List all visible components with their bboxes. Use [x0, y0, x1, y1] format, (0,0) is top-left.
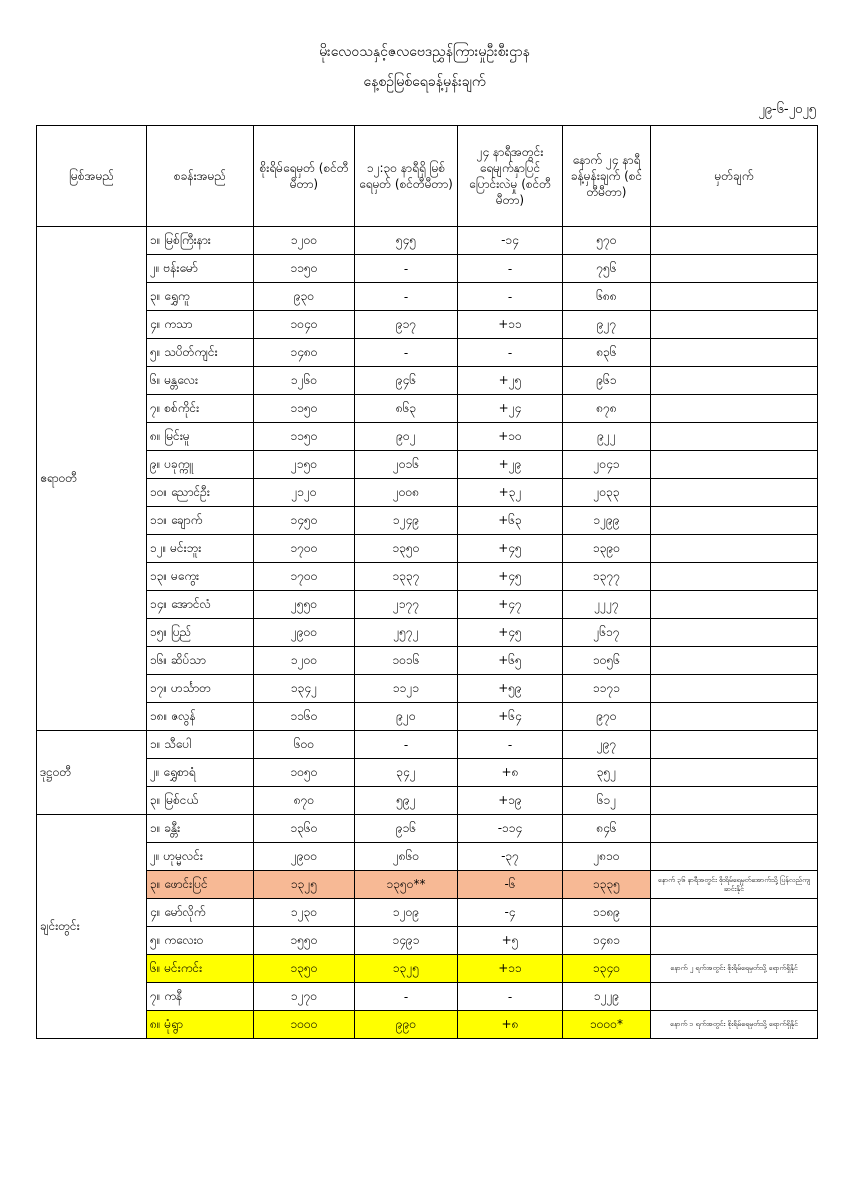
current-level-cell: ၂၁၇၇: [355, 591, 458, 619]
table-row: [37, 311, 818, 339]
current-level-cell: ၅၄၅: [355, 227, 458, 255]
danger-level-cell: ၁၂၆၀: [254, 367, 355, 395]
station-name: ၁။ သီပေါ: [147, 731, 254, 759]
current-level-cell: ၉၄၆: [355, 367, 458, 395]
station-name: ၁။ ခန္တီး: [147, 815, 254, 843]
station-name: ၁၇။ ဟင်္သာတ: [147, 675, 254, 703]
station-name: ၁၈။ ဇလွန်: [147, 703, 254, 731]
remark-cell: [651, 451, 818, 479]
remark-cell: [651, 731, 818, 759]
station-name: ၅။ ကလေးဝ: [147, 927, 254, 955]
forecast-cell: ၂၀၄၁: [563, 451, 651, 479]
station-name: ၂။ ဗန်းမော်: [147, 255, 254, 283]
danger-level-cell: ၁၃၄၂: [254, 675, 355, 703]
remark-cell: [651, 255, 818, 283]
danger-level-cell: ၁၁၅၀: [254, 255, 355, 283]
current-level-cell: ၂၈၆၀: [355, 843, 458, 871]
remark-cell: [651, 479, 818, 507]
current-level-cell: -: [355, 731, 458, 759]
danger-level-cell: ၂၉၀၀: [254, 843, 355, 871]
table-row: [37, 675, 818, 703]
table-row: [37, 479, 818, 507]
current-level-cell: ၁၁၂၁: [355, 675, 458, 703]
danger-level-cell: ၁၃၆၀: [254, 815, 355, 843]
table-row: [37, 899, 818, 927]
remark-cell: [651, 311, 818, 339]
change-24h-cell: +၈: [458, 1011, 563, 1039]
change-24h-cell: +၈: [458, 759, 563, 787]
remark-cell: [651, 591, 818, 619]
current-level-cell: ၉၉၀: [355, 1011, 458, 1039]
station-name: ၅။ သပိတ်ကျင်း: [147, 339, 254, 367]
station-name: ၃။ ဖောင်းပြင်: [147, 871, 254, 899]
remark-cell: [651, 395, 818, 423]
table-row: [37, 871, 818, 899]
station-name: ၂။ ဟုမ္မလင်း: [147, 843, 254, 871]
current-level-cell: ၅၉၂: [355, 787, 458, 815]
table-row: [37, 647, 818, 675]
danger-level-cell: ၁၀၀၀: [254, 1011, 355, 1039]
forecast-cell: ၈၄၆: [563, 815, 651, 843]
river-name: ဧရာဝတီ: [37, 227, 147, 731]
change-24h-cell: -၄: [458, 899, 563, 927]
forecast-cell: ၅၇၀: [563, 227, 651, 255]
change-24h-cell: +၅၉: [458, 675, 563, 703]
forecast-cell: ၆၈၈: [563, 283, 651, 311]
forecast-cell: ၉၇၀: [563, 703, 651, 731]
forecast-cell: ၉၂၂: [563, 423, 651, 451]
station-name: ၈။ မုံရွာ: [147, 1011, 254, 1039]
change-24h-cell: -၁၁၄: [458, 815, 563, 843]
station-name: ၃။ ရွှေကူ: [147, 283, 254, 311]
document-subtitle: နေ့စဉ်မြစ်ရေခန့်မှန်းချက်: [363, 74, 486, 90]
table-row: [37, 731, 818, 759]
table-row: [37, 759, 818, 787]
change-24h-cell: +၂၉: [458, 451, 563, 479]
remark-cell: [651, 899, 818, 927]
table-row: [37, 395, 818, 423]
change-24h-cell: +၂၄: [458, 395, 563, 423]
header-forecast-24h: နောက် ၂၄ နာရီ ခန့်မှန်းချက် (စင်တီမီတာ): [563, 126, 651, 227]
change-24h-cell: -: [458, 983, 563, 1011]
remark-cell: နောက် ၁ ရက်အတွင်း စိုးရိမ်ရေမှတ်သို့ ရောက်ရှိနိုင်: [651, 1011, 818, 1039]
remark-cell: [651, 843, 818, 871]
danger-level-cell: ၁၁၅၀: [254, 423, 355, 451]
table-header-row: [37, 126, 818, 227]
station-name: ၄။ ကသာ: [147, 311, 254, 339]
change-24h-cell: +၄၅: [458, 619, 563, 647]
current-level-cell: ၁၂၀၉: [355, 899, 458, 927]
forecast-cell: ၁၃၃၅: [563, 871, 651, 899]
table-row: [37, 591, 818, 619]
forecast-cell: ၁၃၉၀: [563, 535, 651, 563]
change-24h-cell: -: [458, 731, 563, 759]
forecast-cell: ၁၀၅၆: [563, 647, 651, 675]
header-remarks: မှတ်ချက်: [651, 126, 818, 227]
forecast-cell: ၇၅၆: [563, 255, 651, 283]
danger-level-cell: ၂၁၂၀: [254, 479, 355, 507]
change-24h-cell: +၆၅: [458, 647, 563, 675]
remark-cell: [651, 675, 818, 703]
river-name: ချင်းတွင်း: [37, 815, 147, 1039]
danger-level-cell: ၁၅၅၀: [254, 927, 355, 955]
change-24h-cell: +၆၃: [458, 507, 563, 535]
header-change-24h: ၂၄ နာရီအတွင်း ရေမျက်နှာပြင် ပြောင်းလဲမှု (စင်တီမီတာ): [458, 126, 563, 227]
change-24h-cell: -: [458, 339, 563, 367]
current-level-cell: -: [355, 283, 458, 311]
forecast-cell: ၂၂၂၇: [563, 591, 651, 619]
station-name: ၁။ မြစ်ကြီးနား: [147, 227, 254, 255]
remark-cell: [651, 703, 818, 731]
danger-level-cell: ၈၇၀: [254, 787, 355, 815]
station-name: ၇။ စစ်ကိုင်း: [147, 395, 254, 423]
forecast-cell: ၁၂၉၉: [563, 507, 651, 535]
station-name: ၃။ မြစ်ငယ်: [147, 787, 254, 815]
forecast-cell: ၈၇၈: [563, 395, 651, 423]
forecast-cell: ၁၃၇၇: [563, 563, 651, 591]
table-row: [37, 255, 818, 283]
remark-cell: [651, 535, 818, 563]
table-row: [37, 983, 818, 1011]
forecast-cell: ၈၃၆: [563, 339, 651, 367]
remark-cell: [651, 647, 818, 675]
forecast-cell: ၆၁၂: [563, 787, 651, 815]
station-name: ၁၃။ မကွေး: [147, 563, 254, 591]
current-level-cell: ၂၀၀၈: [355, 479, 458, 507]
header-river: မြစ်အမည်: [37, 126, 147, 227]
table-row: [37, 619, 818, 647]
forecast-cell: ၂၆၁၇: [563, 619, 651, 647]
remark-cell: နောက် ၃၆ နာရီအတွင်း စိုးရိမ်ရေမှတ်အောက်သို့ ပြန်လည်ကျဆင်းနိုင်: [651, 871, 818, 899]
remark-cell: [651, 283, 818, 311]
danger-level-cell: ၆၀၀: [254, 731, 355, 759]
station-name: ၉။ ပခုက္ကူ: [147, 451, 254, 479]
remark-cell: [651, 227, 818, 255]
header-station: စခန်းအမည်: [147, 126, 254, 227]
change-24h-cell: +၁၁: [458, 311, 563, 339]
current-level-cell: ၉၁၆: [355, 815, 458, 843]
station-name: ၁၁။ ချောက်: [147, 507, 254, 535]
danger-level-cell: ၁၄၈၀: [254, 339, 355, 367]
table-row: [37, 843, 818, 871]
danger-level-cell: ၂၁၅၀: [254, 451, 355, 479]
forecast-cell: ၂၈၁၀: [563, 843, 651, 871]
table-row: [37, 563, 818, 591]
remark-cell: [651, 815, 818, 843]
current-level-cell: ၈၆၃: [355, 395, 458, 423]
station-name: ၁၀။ ညောင်ဦး: [147, 479, 254, 507]
current-level-cell: -: [355, 983, 458, 1011]
change-24h-cell: -၆: [458, 871, 563, 899]
change-24h-cell: -၁၄: [458, 227, 563, 255]
danger-level-cell: ၁၂၀၀: [254, 647, 355, 675]
change-24h-cell: +၁၉: [458, 787, 563, 815]
station-name: ၁၆။ ဆိပ်သာ: [147, 647, 254, 675]
forecast-cell: ၁၀၀၀*: [563, 1011, 651, 1039]
danger-level-cell: ၁၂၃၀: [254, 899, 355, 927]
table-row: [37, 703, 818, 731]
remark-cell: [651, 787, 818, 815]
station-name: ၁၄။ အောင်လံ: [147, 591, 254, 619]
forecast-cell: ၁၁၇၁: [563, 675, 651, 703]
table-row: [37, 227, 818, 255]
header-danger-level: စိုးရိမ်ရေမှတ် (စင်တီမီတာ): [254, 126, 355, 227]
danger-level-cell: ၁၁၆၀: [254, 703, 355, 731]
table-row: [37, 1011, 818, 1039]
danger-level-cell: ၁၄၅၀: [254, 507, 355, 535]
remark-cell: [651, 983, 818, 1011]
table-row: [37, 927, 818, 955]
change-24h-cell: -: [458, 283, 563, 311]
remark-cell: နောက် ၂ ရက်အတွင်း စိုးရိမ်ရေမှတ်သို့ ရောက်ရှိနိုင်: [651, 955, 818, 983]
station-name: ၄။ မော်လိုက်: [147, 899, 254, 927]
forecast-cell: ၃၅၂: [563, 759, 651, 787]
danger-level-cell: ၁၃၂၅: [254, 871, 355, 899]
station-name: ၁၂။ မင်းဘူး: [147, 535, 254, 563]
current-level-cell: ၁၀၁၆: [355, 647, 458, 675]
remark-cell: [651, 759, 818, 787]
station-name: ၈။ မြင်းမူ: [147, 423, 254, 451]
forecast-cell: ၉၆၁: [563, 367, 651, 395]
table-row: [37, 283, 818, 311]
table-row: [37, 507, 818, 535]
danger-level-cell: ၁၇၀၀: [254, 535, 355, 563]
danger-level-cell: ၁၁၅၀: [254, 395, 355, 423]
forecast-cell: ၁၂၂၉: [563, 983, 651, 1011]
current-level-cell: ၁၂၄၉: [355, 507, 458, 535]
river-forecast-table: [36, 125, 818, 1039]
forecast-cell: ၁၃၄၀: [563, 955, 651, 983]
current-level-cell: ၁၄၉၁: [355, 927, 458, 955]
change-24h-cell: +၄၅: [458, 563, 563, 591]
danger-level-cell: ၁၃၅၀: [254, 955, 355, 983]
change-24h-cell: +၄၅: [458, 535, 563, 563]
current-level-cell: ၂၀၁၆: [355, 451, 458, 479]
remark-cell: [651, 563, 818, 591]
table-row: [37, 955, 818, 983]
forecast-cell: ၁၄၈၁: [563, 927, 651, 955]
current-level-cell: ၁၃၂၅: [355, 955, 458, 983]
station-name: ၇။ ကနီ: [147, 983, 254, 1011]
current-level-cell: -: [355, 255, 458, 283]
table-row: [37, 535, 818, 563]
header-current-level: ၁၂:၃၀ နာရီရှိ မြစ်ရေမှတ် (စင်တီမီတာ): [355, 126, 458, 227]
current-level-cell: ၉၁၇: [355, 311, 458, 339]
remark-cell: [651, 927, 818, 955]
table-row: [37, 787, 818, 815]
forecast-cell: ၉၂၇: [563, 311, 651, 339]
current-level-cell: ၁၃၅၀: [355, 535, 458, 563]
station-name: ၂။ ရွှေစာရံ: [147, 759, 254, 787]
change-24h-cell: +၁၁: [458, 955, 563, 983]
danger-level-cell: ၁၂၇၀: [254, 983, 355, 1011]
danger-level-cell: ၉၃၀: [254, 283, 355, 311]
change-24h-cell: +၆၄: [458, 703, 563, 731]
change-24h-cell: +၁၀: [458, 423, 563, 451]
danger-level-cell: ၁၇၀၀: [254, 563, 355, 591]
remark-cell: [651, 423, 818, 451]
station-name: ၆။ မန္တလေး: [147, 367, 254, 395]
forecast-cell: ၂၀၃၃: [563, 479, 651, 507]
current-level-cell: ၁၃၅၀**: [355, 871, 458, 899]
remark-cell: [651, 367, 818, 395]
change-24h-cell: +၂၅: [458, 367, 563, 395]
danger-level-cell: ၁၀၄၀: [254, 311, 355, 339]
forecast-cell: ၂၉၇: [563, 731, 651, 759]
danger-level-cell: ၂၅၅၀: [254, 591, 355, 619]
remark-cell: [651, 619, 818, 647]
forecast-cell: ၁၁၈၉: [563, 899, 651, 927]
river-name: ဒုဋ္ဌဝတီ: [37, 731, 147, 815]
table-body: [37, 227, 818, 1039]
change-24h-cell: -၃၇: [458, 843, 563, 871]
station-name: ၁၅။ ပြည်: [147, 619, 254, 647]
current-level-cell: ၃၄၂: [355, 759, 458, 787]
current-level-cell: ၁၃၃၇: [355, 563, 458, 591]
current-level-cell: ၉၀၂: [355, 423, 458, 451]
danger-level-cell: ၂၉၀၀: [254, 619, 355, 647]
danger-level-cell: ၁၀၅၀: [254, 759, 355, 787]
remark-cell: [651, 339, 818, 367]
change-24h-cell: -: [458, 255, 563, 283]
change-24h-cell: +၄၇: [458, 591, 563, 619]
table-row: [37, 423, 818, 451]
table-row: [37, 339, 818, 367]
current-level-cell: -: [355, 339, 458, 367]
remark-cell: [651, 507, 818, 535]
current-level-cell: ၂၅၇၂: [355, 619, 458, 647]
station-name: ၆။ မင်းကင်း: [147, 955, 254, 983]
change-24h-cell: +၃၂: [458, 479, 563, 507]
document-title: မိုးလေဝသနှင့်ဇလဗေဒညွှန်ကြားမှုဦးစီးဌာန: [319, 44, 530, 60]
report-date: ၂၉-၆-၂၀၂၅: [758, 102, 816, 117]
table-row: [37, 451, 818, 479]
change-24h-cell: +၅: [458, 927, 563, 955]
table-row: [37, 815, 818, 843]
table-row: [37, 367, 818, 395]
danger-level-cell: ၁၂၀၀: [254, 227, 355, 255]
current-level-cell: ၉၂၀: [355, 703, 458, 731]
